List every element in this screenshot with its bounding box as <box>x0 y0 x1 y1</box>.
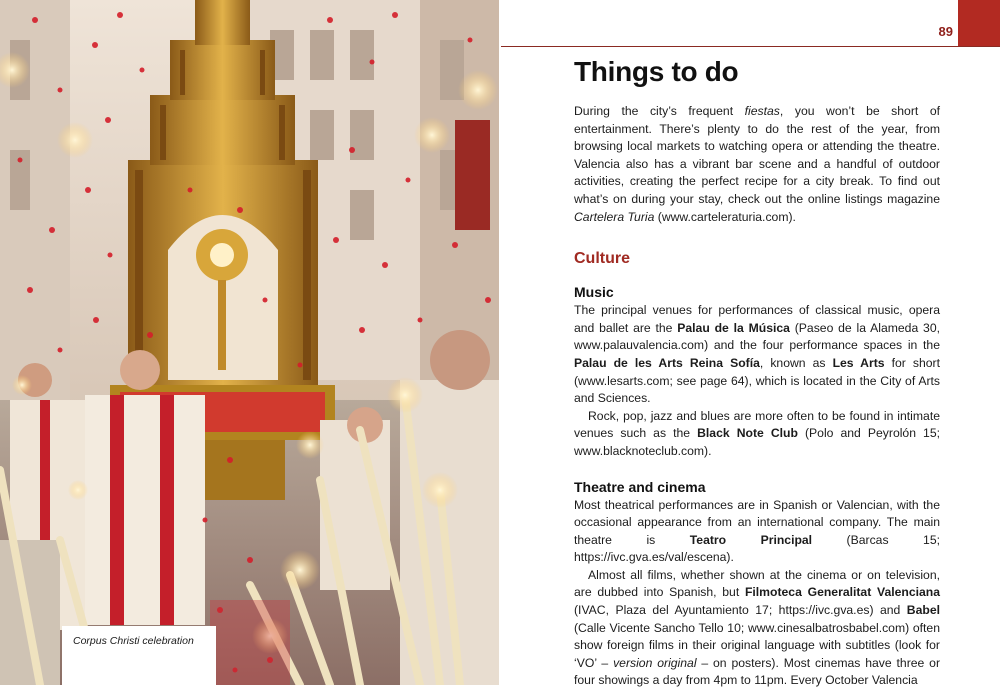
text-run: During the city’s frequent <box>574 104 745 118</box>
theatre-paragraph-1 <box>574 497 940 567</box>
text-run: Most theatrical performances are in Spanish or Valencian, with the occasional appearance from an international company. The main theatre is <box>574 497 940 547</box>
venue-name: Palau de les Arts Reina Sofía <box>574 355 760 370</box>
header-rule <box>501 46 1000 47</box>
page-number: 89 <box>938 24 953 39</box>
text-run: (Calle Vicente Sancho Tello 10; www.cinesalbatrosbabel.com) often show foreign films in their original language with subtitles (look for ‘VO’ – <box>574 620 940 670</box>
music-heading: Music <box>574 284 614 301</box>
text-run: (Paseo de la Alameda 30, www.palauvalencia.com) and the four performance spaces in the <box>574 320 940 353</box>
italic-term: Cartelera Turia <box>574 209 655 224</box>
text-run: Almost all films, whether shown at the cinema or on television, are dubbed into Spanish, but <box>574 567 940 600</box>
venue-name: Black Note Club <box>697 426 798 441</box>
venue-name: Palau de la Música <box>677 320 790 335</box>
music-paragraph-2 <box>574 408 940 461</box>
text-run: , you won’t be short of entertainment. There’s plenty to do the rest of the year, from browsing local markets to watching opera or attending the theatre. Valencia also has a vibrant bar scene and a handful of outdoor activities, creating the perfect recipe for a city break. To find out what’s on during your stay, check out the online listings magazine <box>574 104 940 206</box>
culture-heading: Culture <box>574 250 630 268</box>
page-title: Things to do <box>574 56 739 87</box>
theatre-heading: Theatre and cinema <box>574 478 706 495</box>
text-page <box>499 0 1000 688</box>
venue-name: Filmoteca Generalitat Valenciana <box>744 585 940 600</box>
theatre-paragraph-2 <box>574 567 940 690</box>
text-run: Rock, pop, jazz and blues are more often to be found in intimate venues such as the <box>574 408 940 441</box>
text-run: The principal venues for performances of classical music, opera and ballet are the <box>574 303 940 335</box>
text-run: , known as <box>759 355 833 370</box>
text-run: for short (www.lesarts.com; see page 64), which is located in the City of Arts and Sciences. <box>574 355 940 406</box>
venue-name: Babel <box>906 603 940 618</box>
italic-term: fiestas <box>744 104 780 118</box>
corpus-christi-photo <box>0 0 499 685</box>
page-content <box>574 55 940 690</box>
page-tab <box>958 0 1000 46</box>
text-run: (www.carteleraturia.com). <box>654 209 796 224</box>
intro-paragraph <box>574 103 940 226</box>
text-run: (IVAC, Plaza del Ayuntamiento 17; https://ivc.gva.es) and <box>574 603 907 618</box>
photo-caption: Corpus Christi celebration <box>73 635 194 647</box>
italic-term: version original <box>613 655 697 670</box>
text-run: (Barcas 15; https://ivc.gva.es/val/escena). <box>574 532 940 565</box>
venue-name: Les Arts <box>832 355 885 370</box>
text-run: (Polo and Peyrolón 15; www.blacknoteclub.com). <box>574 426 940 458</box>
venue-name: Teatro Principal <box>689 532 813 547</box>
text-run: – on posters). Most cinemas have three or four showings a day from 4pm to 11pm. Every October Valencia <box>574 655 941 688</box>
photo-page <box>0 0 499 685</box>
photo-caption-box <box>62 626 216 685</box>
music-paragraph-1 <box>574 302 940 408</box>
